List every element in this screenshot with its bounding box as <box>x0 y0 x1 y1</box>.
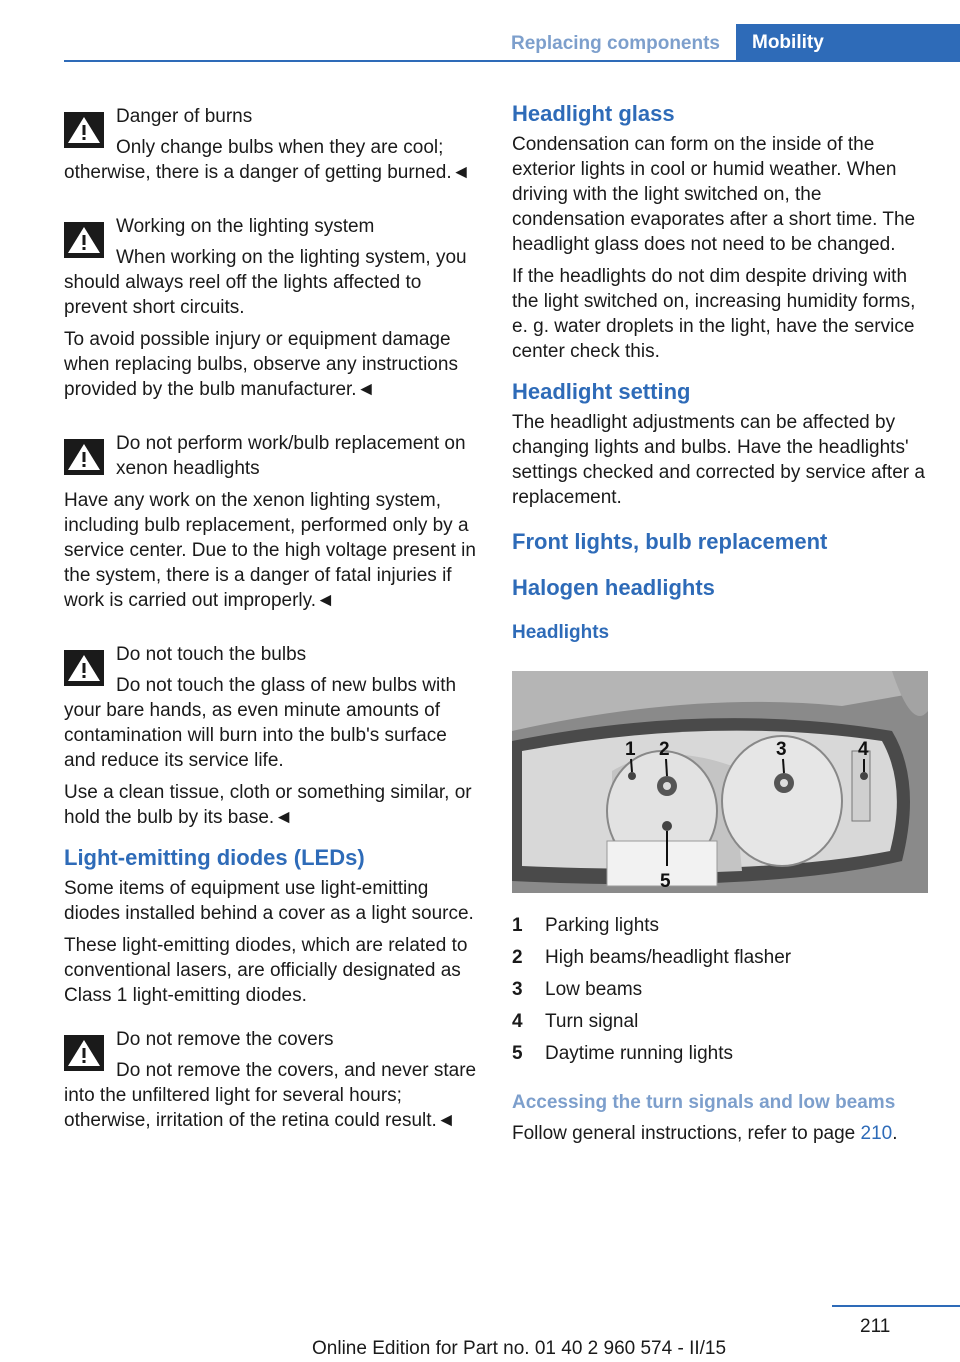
warning-body: Do not touch the glass of new bulbs with your bare hands, as even minute amounts of contamination will burn into the bulb's surface and reduce its service life. <box>64 675 457 771</box>
warning-title: Do not remove the covers <box>116 1029 334 1050</box>
warning-title: Do not perform work/bulb replacement on xenon headlights <box>116 433 466 479</box>
procedure-heading: Accessing the turn signals and low beams <box>512 1092 896 1113</box>
page-reference-link[interactable]: 210 <box>860 1123 893 1144</box>
paragraph: Have any work on the xenon lighting system, including bulb replacement, performed only by a service center. Due to the high voltage present in the system, there is a danger of fatal injuries if work is carried out improperly.◄ <box>64 490 476 611</box>
header-section-title: Replacing components <box>510 33 720 54</box>
warning-lighting-system <box>64 214 482 320</box>
paragraph: To avoid possible injury or equipment damage when replacing bulbs, observe any instructions provided by the bulb manufacturer.◄ <box>64 329 458 400</box>
subsection-heading: Headlights <box>512 622 610 643</box>
figure-label: 5 <box>660 871 671 892</box>
legend-item: 1 Parking lights <box>512 915 660 936</box>
legend-item: 3 Low beams <box>512 979 643 1000</box>
warning-title: Working on the lighting system <box>116 216 375 237</box>
legend-item: 4 Turn signal <box>512 1011 639 1032</box>
warning-body: When working on the lighting system, you should always reel off the lights affected to prevent short circuits. <box>64 247 467 318</box>
warning-icon <box>64 439 104 475</box>
figure-label: 1 <box>625 739 636 760</box>
chapter-heading: Front lights, bulb replacement <box>512 529 828 554</box>
warning-bulbs <box>64 642 482 773</box>
warning-covers <box>64 1027 482 1133</box>
paragraph: The headlight adjustments can be affected by changing lights and bulbs. Have the headlights' settings checked and corrected by service after a replacement. <box>512 412 925 508</box>
warning-xenon <box>64 431 482 481</box>
paragraph: If the headlights do not dim despite driving with the light switched on, increasing humidity forms, e. g. water droplets in the light, have the service center check this. <box>512 266 916 362</box>
warning-title: Do not touch the bulbs <box>116 644 307 665</box>
left-column <box>64 100 482 1140</box>
section-heading: Light-emitting diodes (LEDs) <box>64 845 365 870</box>
paragraph: Use a clean tissue, cloth or something similar, or hold the bulb by its base.◄ <box>64 782 472 828</box>
section-heading: Headlight glass <box>512 101 675 126</box>
warning-icon <box>64 112 104 148</box>
warning-body: Only change bulbs when they are cool; otherwise, there is a danger of getting burned.◄ <box>64 137 471 183</box>
figure-label: 2 <box>659 739 670 760</box>
warning-icon <box>64 1035 104 1071</box>
header-chapter-tab: Mobility <box>736 24 960 62</box>
warning-title: Danger of burns <box>116 106 253 127</box>
figure-label: 4 <box>858 739 869 760</box>
warning-icon <box>64 650 104 686</box>
section-heading: Headlight setting <box>512 379 691 404</box>
header-rule <box>64 60 960 62</box>
paragraph: These light-emitting diodes, which are related to conventional lasers, are officially designated as Class 1 light-emitting diodes. <box>64 935 468 1006</box>
paragraph: Follow general instructions, refer to page 210. <box>512 1123 898 1144</box>
right-column <box>512 100 930 1153</box>
warning-body: Do not remove the covers, and never stare into the unfiltered light for several hours; otherwise, irritation of the retina could result.◄ <box>64 1060 477 1131</box>
headlight-figure <box>512 671 928 893</box>
paragraph: Condensation can form on the inside of the exterior lights in cool or humid weather. When driving with the light switched on, the condensation evaporates after a short time. The headlight glass does not need to be changed. <box>512 134 916 255</box>
paragraph: Some items of equipment use light-emitting diodes installed behind a cover as a light source. <box>64 878 474 924</box>
figure-label: 3 <box>776 739 787 760</box>
warning-burns <box>64 104 482 185</box>
legend-item: 2 High beams/headlight flasher <box>512 947 792 968</box>
warning-icon <box>64 222 104 258</box>
footer-rule <box>832 1305 960 1307</box>
page-number: 211 <box>860 1316 891 1337</box>
edition-note: Online Edition for Part no. 01 40 2 960 574 - II/15 <box>312 1338 727 1359</box>
figure-legend <box>512 910 930 1070</box>
subchapter-heading: Halogen headlights <box>512 575 715 600</box>
legend-item: 5 Daytime running lights <box>512 1043 733 1064</box>
